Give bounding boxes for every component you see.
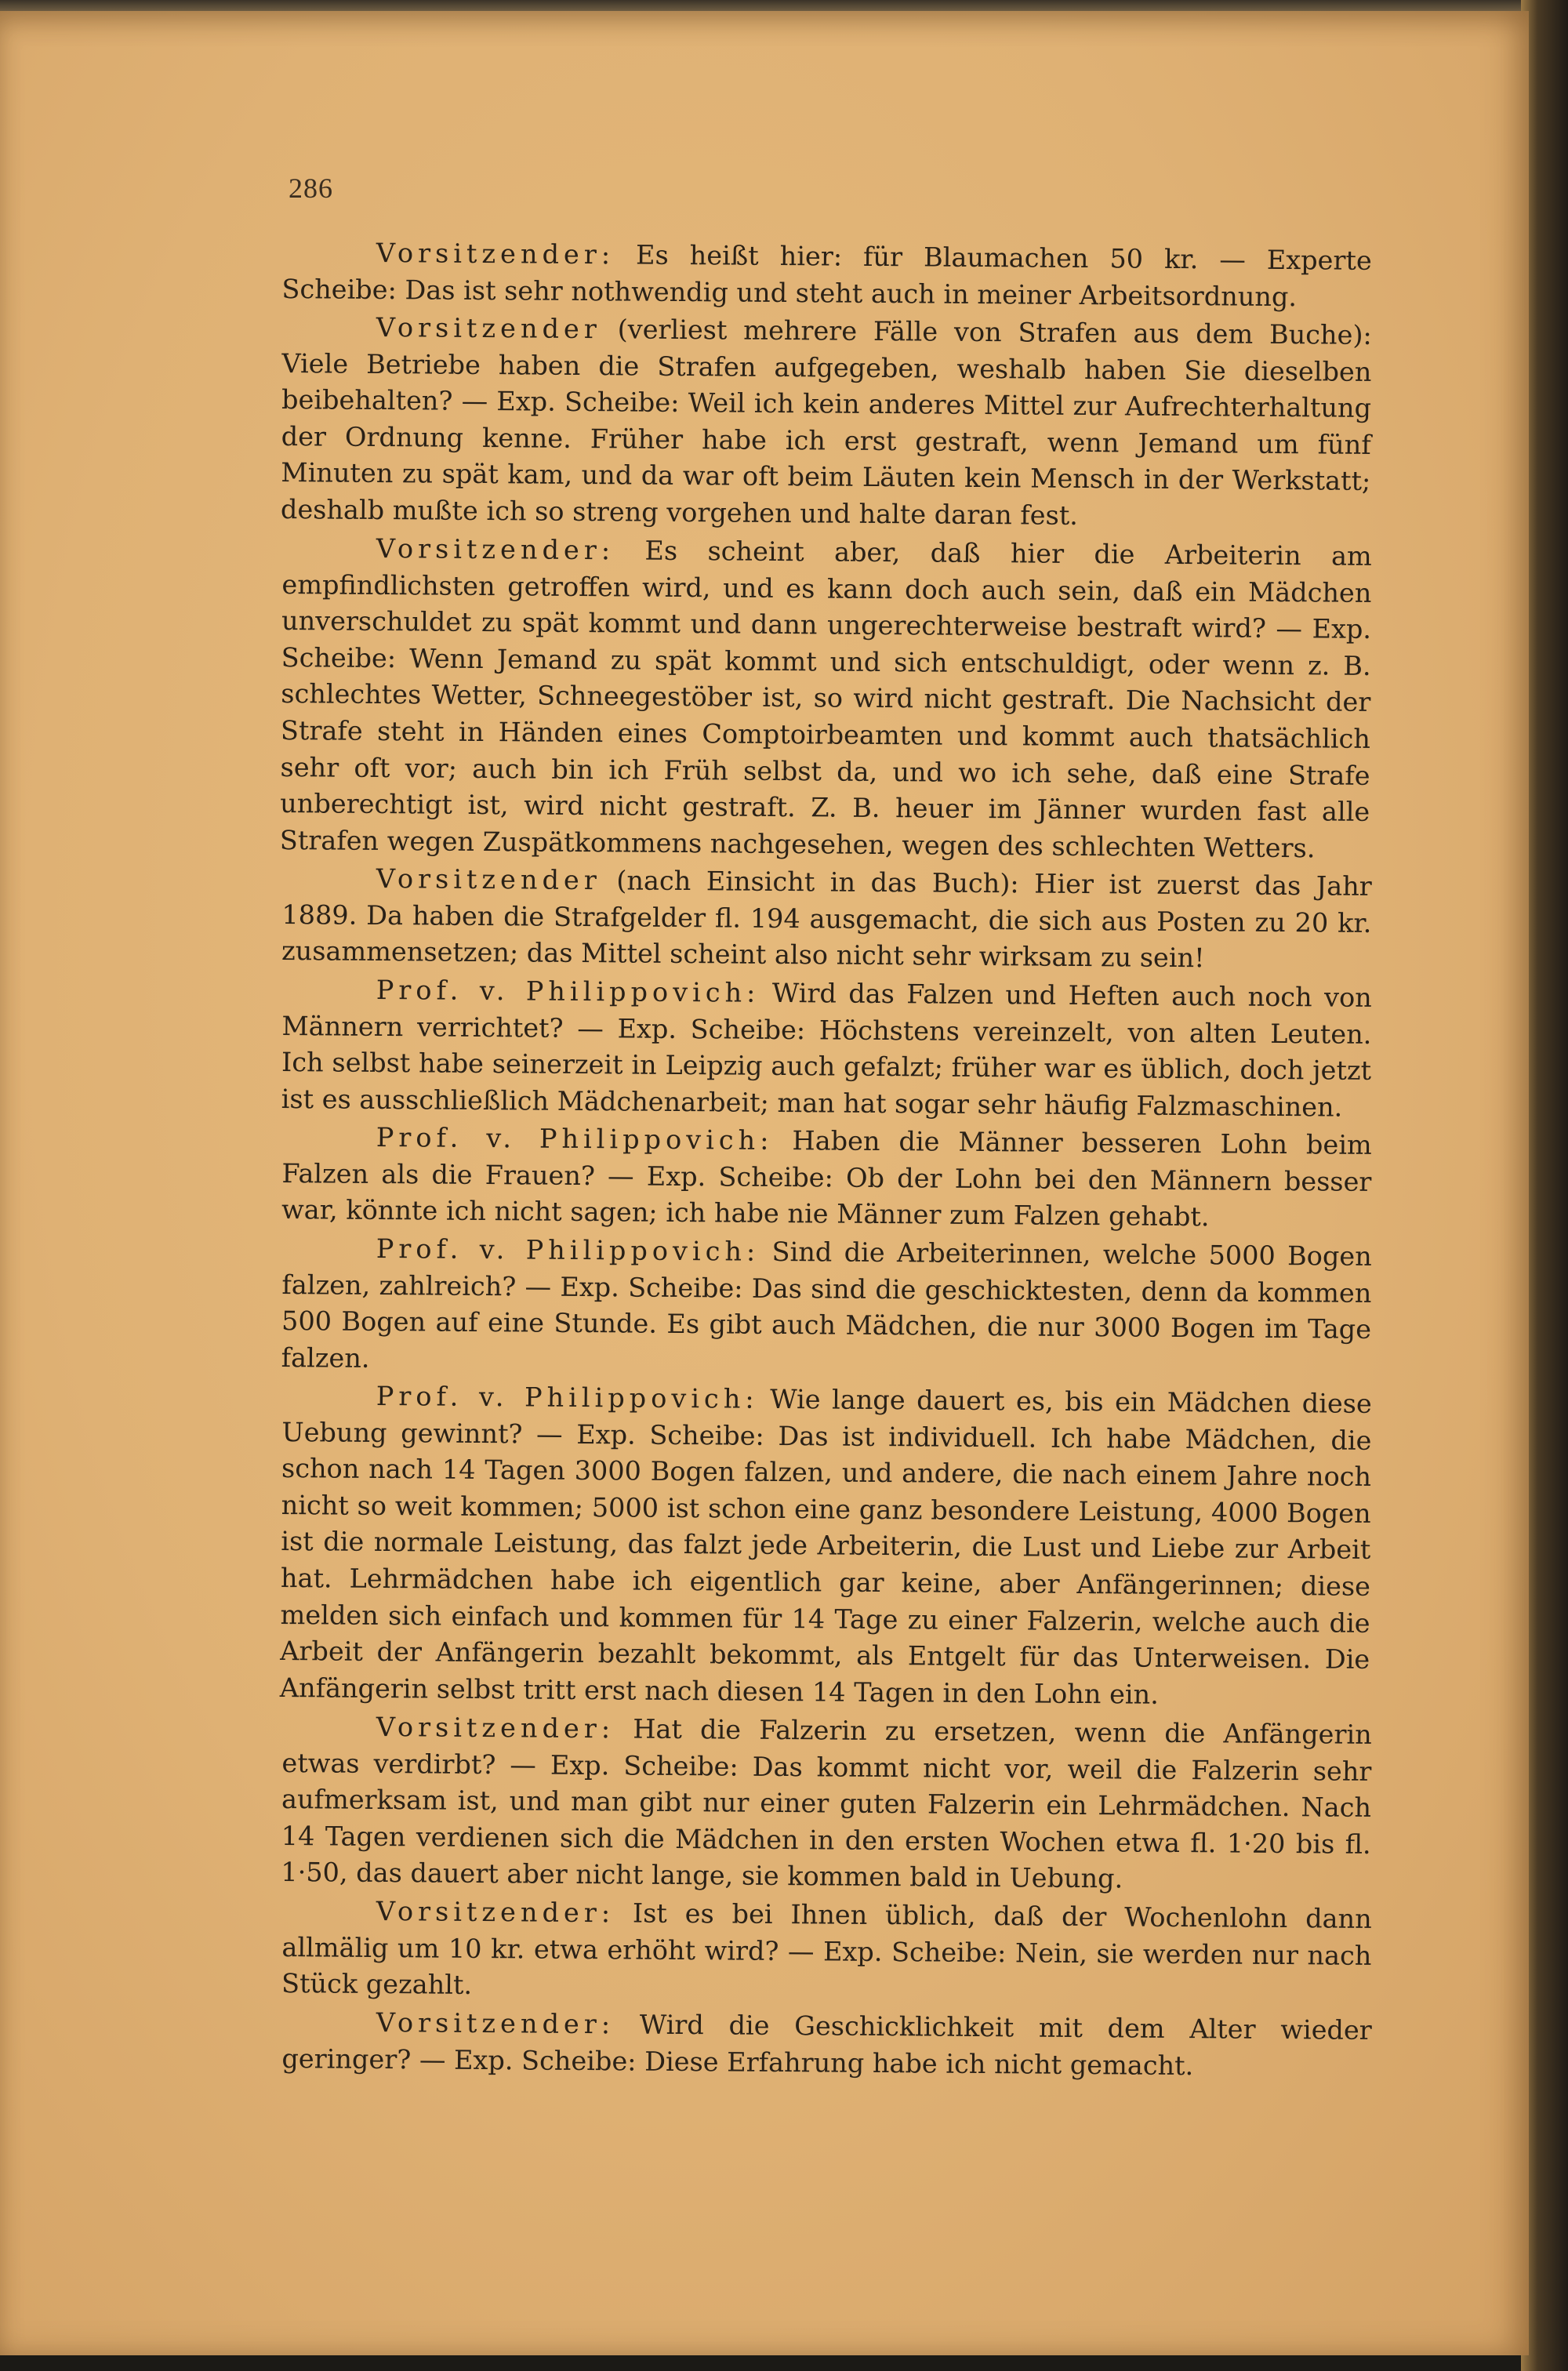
paragraph [280,530,1372,867]
paragraph-text: Hat die Falzerin zu ersetzen, wenn die Anfängerin etwas verdirbt? — Exp. Scheibe: Das kommt nicht vor, weil die Falzerin sehr aufmerksam ist, und man gibt nur einer guten Falzerin ein Lehrmädchen. Nach 14 Tagen verdienen sich die Mädchen in den ersten Wochen etwa fl. 1·20 bis fl. 1·50, das dauert aber nicht lange, sie kommen bald in Uebung. [281,1713,1372,1894]
paragraph [281,1893,1372,2011]
paragraph-text: (nach Einsicht in das Buch): Hier ist zuerst das Jahr 1889. Da haben die Strafgelder fl. 194 ausgemacht, die sich aus Posten zu 20 kr. zusammensetzen; das Mittel scheint also nicht sehr wirksam zu sein! [281,865,1372,974]
page-number: 286 [289,172,333,204]
speaker-name: Vorsitzender: [376,1895,615,1929]
paragraph-text: (verliest mehrere Fälle von Strafen aus dem Buche): Viele Betriebe haben die Strafen aufgegeben, weshalb haben Sie dieselben beibehalten? — Exp. Scheibe: Weil ich kein anderes Mittel zur Aufrechterhaltung der Ordnung kenne. Früher habe ich erst gestraft, wenn Jemand um fünf Minuten zu spät kam, und da war oft beim Läuten kein Mensch in der Werkstatt; deshalb mußte ich so streng vorgehen und halte daran fest. [280,314,1372,532]
paragraph-text: Sind die Arbeiterinnen, welche 5000 Bogen falzen, zahlreich? — Exp. Scheibe: Das sind die geschicktesten, denn da kommen 500 Bogen auf eine Stunde. Es gibt auch Mädchen, die nur 3000 Bogen im Tage falzen. [281,1236,1372,1374]
paragraph [281,309,1372,536]
paragraph-text: Es scheint aber, daß hier die Arbeiterin am empfindlichsten getroffen wird, und es kann doch auch sein, daß ein Mädchen unverschuldet zu spät kommt und dann ungerechterweise bestraft wird? — Exp. Scheibe: Wenn Jemand zu spät kommt und sich entschuldigt, oder wenn z. B. schlechtes Wetter, Schneegestöber ist, so wird nicht gestraft. Die Nachsicht der Strafe steht in Händen eines Comptoirbeamten und kommt auch thatsächlich sehr oft vor; auch bin ich Früh selbst da, und wo ich sehe, daß eine Strafe unberechtigt ist, wird nicht gestraft. Z. B. heuer im Jänner wurden fast alle Strafen wegen Zuspätkommens nachgesehen, wegen des schlechten Wetters. [279,535,1372,863]
speaker-name: Prof. v. Philippovich: [376,1233,760,1267]
speaker-name: Prof. v. Philippovich: [376,1381,759,1415]
paragraph [281,2004,1372,2086]
speaker-name: Vorsitzender [376,312,601,345]
paragraph-text: Es heißt hier: für Blaumachen 50 kr. — Experte Scheibe: Das ist sehr nothwendig und steht auch in meiner Arbeitsordnung. [281,239,1372,312]
paragraph [281,860,1372,979]
speaker-name: Vorsitzender [376,863,601,896]
paragraph [281,1230,1372,1385]
speaker-name: Vorsitzender: [376,237,615,271]
speaker-name: Vorsitzender: [376,2006,615,2039]
paragraph-text: Wird das Falzen und Heften auch noch von Männern verrichtet? — Exp. Scheibe: Höchstens vereinzelt, von alten Leuten. Ich selbst habe seinerzeit in Leipzig auch gefalzt; früher war es üblich, doch jetzt ist es ausschließlich Mädchenarbeit; man hat sogar sehr häufig Falzmaschinen. [281,977,1372,1123]
paragraph-text: Ist es bei Ihnen üblich, daß der Wochenlohn dann allmälig um 10 kr. etwa erhöht wird? — Exp. Scheibe: Nein, sie werden nur nach Stück gezahlt. [281,1897,1372,2000]
paragraph [281,234,1372,316]
speaker-name: Vorsitzender: [376,1711,615,1745]
paragraph [281,1119,1372,1237]
paragraph [280,1378,1372,1715]
paragraph [281,971,1372,1126]
paragraph-text: Wird die Geschicklichkeit mit dem Alter wieder geringer? — Exp. Scheibe: Diese Erfahrung habe ich nicht gemacht. [281,2008,1372,2081]
speaker-name: Prof. v. Philippovich: [376,1122,774,1156]
speaker-name: Prof. v. Philippovich: [376,974,760,1008]
paragraph-text: Haben die Männer besseren Lohn beim Falzen als die Frauen? — Exp. Scheibe: Ob der Lohn bei den Männern besser war, könnte ich nicht sagen; ich habe nie Männer zum Falzen gehabt. [281,1125,1372,1233]
page-content [279,172,1372,2081]
paragraph-text: Wie lange dauert es, bis ein Mädchen diese Uebung gewinnt? — Exp. Scheibe: Das ist individuell. Ich habe Mädchen, die schon nach 14 Tagen 3000 Bogen falzen, und andere, die nach einem Jahre noch nicht so weit kommen; 5000 ist schon eine ganz besondere Leistung, 4000 Bogen ist die normale Leistung, das falzt jede Arbeiterin, die Lust und Liebe zur Arbeit hat. Lehrmädchen habe ich eigentlich gar keine, aber Anfängerinnen; diese melden sich einfach und kommen für 14 Tage zu einer Falzerin, welche auch die Arbeit der Anfängerin bezahlt bekommt, als Entgelt für das Unterweisen. Die Anfängerin selbst tritt erst nach diesen 14 Tagen in den Lohn ein. [279,1384,1372,1710]
speaker-name: Vorsitzender: [376,532,615,566]
paragraph [281,1708,1372,1900]
book-page [0,11,1529,2355]
